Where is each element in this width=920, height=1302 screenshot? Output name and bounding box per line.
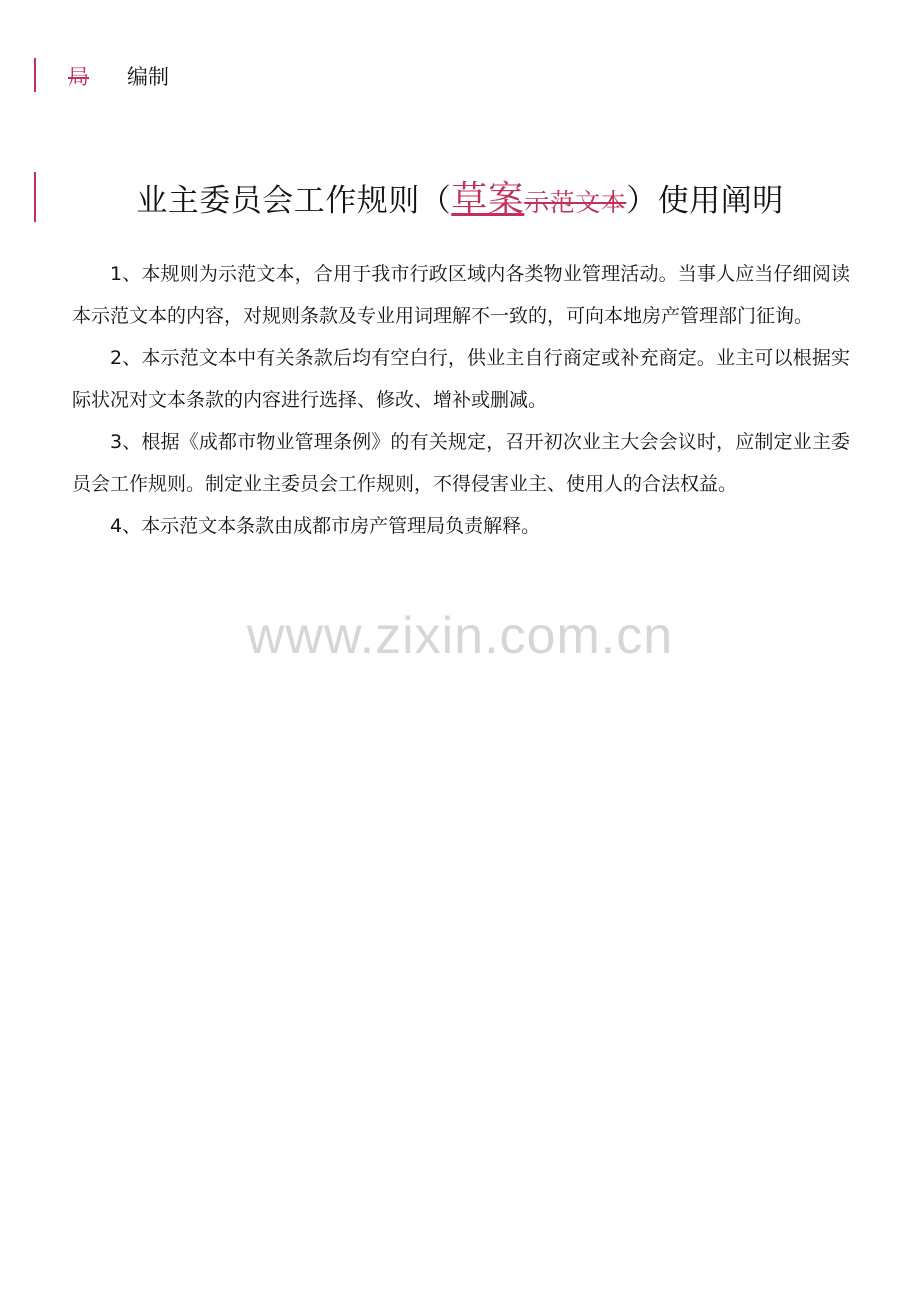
header-line [68,62,169,92]
paragraph-3: 3、根据《成都市物业管理条例》的有关规定，召开初次业主大会会议时，应制定业主委员会工作规则。制定业主委员会工作规则，不得侵害业主、使用人的合法权益。 [72,431,850,495]
header-deleted-text: 局 [68,65,89,89]
body-text [72,253,850,547]
paragraph-2: 2、本示范文本中有关条款后均有空白行，供业主自行商定或补充商定。业主可以根据实际状况对文本条款的内容进行选择、修改、增补或删减。 [72,347,850,411]
header-text: 编制 [127,65,169,89]
title-prefix: 业主委员会工作规则（ [136,183,452,219]
document-title [0,176,920,227]
title-deleted-text: 示范文本 [524,188,627,217]
paragraph-1: 1、本规则为示范文本，合用于我市行政区域内各类物业管理活动。当事人应当仔细阅读本示范文本的内容，对规则条款及专业用词理解不一致的，可向本地房产管理部门征询。 [72,263,850,327]
paragraph-4: 4、本示范文本条款由成都市房产管理局负责解释。 [110,515,541,537]
title-suffix: ）使用阐明 [626,183,784,219]
watermark: www.zixin.com.cn [246,607,674,665]
title-inserted-text: 草案 [451,179,525,220]
change-bar-header [34,58,36,92]
